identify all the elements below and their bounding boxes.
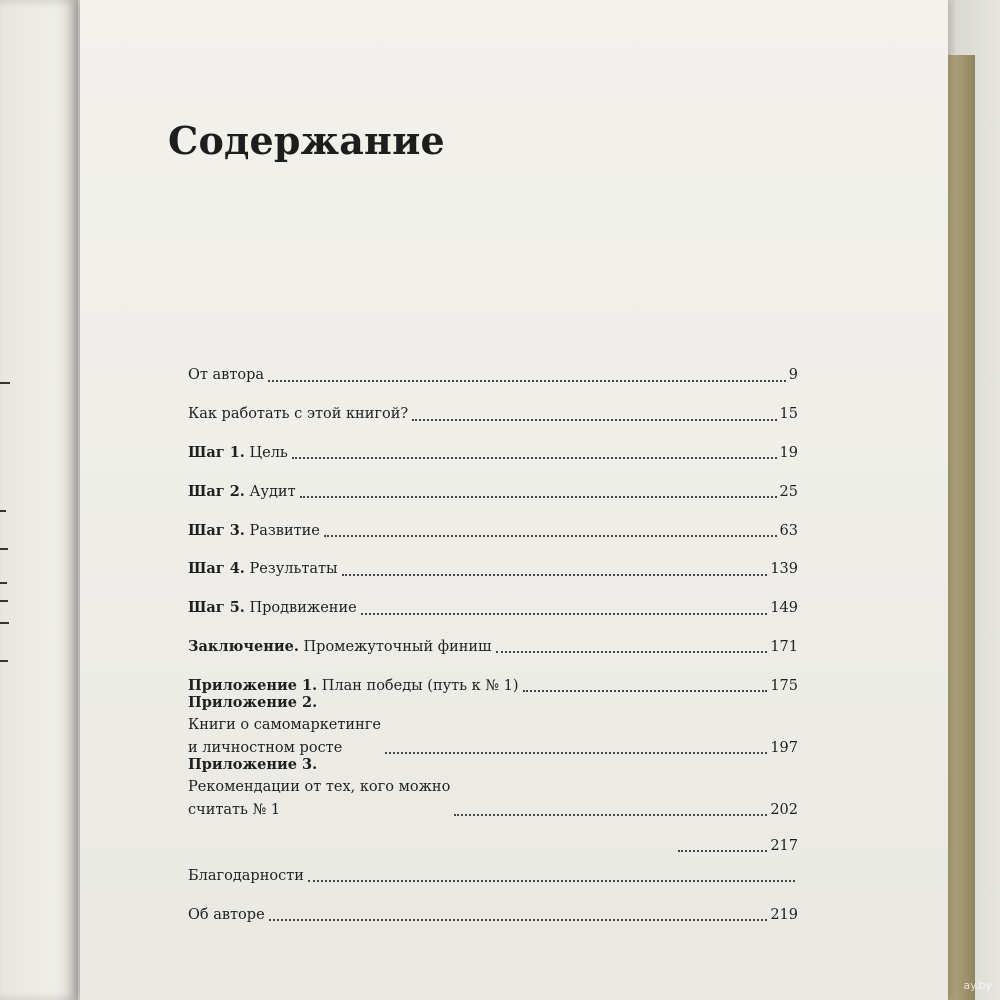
- toc-label-text: Промежуточный финиш: [303, 638, 492, 655]
- dot-leader: [292, 457, 777, 459]
- toc-entry-orphan: [188, 821, 798, 857]
- toc-entry-step4: [188, 542, 798, 581]
- toc-label-bold: Шаг 5.: [188, 599, 245, 617]
- toc-entry-conclusion: [188, 620, 798, 659]
- toc-label-text: План победы (путь к № 1): [321, 677, 519, 694]
- toc-label: [188, 692, 381, 759]
- toc-label-text: Результаты: [249, 561, 338, 578]
- toc-entry-step3: [188, 503, 798, 542]
- toc-page-number: 149: [770, 600, 798, 617]
- toc-label-line2: считать № 1: [188, 801, 281, 818]
- dot-leader: [308, 880, 795, 882]
- toc-entry-appendix2: [188, 693, 798, 759]
- watermark: ay.by: [963, 979, 992, 992]
- left-facing-page: [0, 0, 78, 1000]
- toc-label-text: Продвижение: [249, 600, 357, 617]
- toc-label-bold: Шаг 2.: [188, 482, 245, 500]
- dot-leader: [361, 613, 768, 615]
- toc-label-line2: и личностном росте: [188, 739, 343, 756]
- dot-leader: [412, 419, 776, 421]
- toc-entry-how-to: [188, 387, 798, 426]
- toc-entry-step2: [188, 464, 798, 503]
- toc-label-bold: Заключение.: [188, 637, 299, 655]
- toc-entry-appendix3: [188, 755, 798, 821]
- toc-label: [188, 754, 450, 821]
- toc-entry-step1: [188, 426, 798, 465]
- toc-label-text: Развитие: [249, 522, 320, 539]
- toc-label: [188, 442, 288, 464]
- toc-label-text: Цель: [249, 444, 288, 461]
- toc-label-bold: Приложение 2.: [188, 693, 318, 711]
- contents-page: [80, 0, 948, 1000]
- toc-label-bold: Шаг 4.: [188, 560, 245, 578]
- toc-page-number: 197: [770, 739, 798, 756]
- dot-leader: [523, 690, 768, 692]
- toc-page-number: 171: [770, 638, 798, 655]
- toc-label: Об авторе: [188, 906, 265, 923]
- toc-label: [188, 636, 492, 658]
- toc-entry-author-intro: [188, 348, 798, 387]
- dot-leader: [678, 850, 767, 852]
- dot-leader: [454, 814, 767, 816]
- page-title: Содержание: [168, 118, 445, 163]
- toc-label: [188, 520, 320, 542]
- toc-page-number: 219: [770, 906, 798, 923]
- toc-label: [188, 558, 338, 580]
- left-page-text-fragments: [0, 0, 78, 1000]
- toc-page-number: 19: [779, 444, 798, 461]
- dot-leader: [342, 574, 768, 576]
- toc-page-number: 15: [779, 406, 798, 423]
- toc-label: [188, 597, 357, 619]
- dot-leader: [268, 380, 786, 382]
- toc-page-number: 25: [779, 483, 798, 500]
- toc-label-bold: Приложение 1.: [188, 676, 318, 694]
- toc-page-number: 202: [770, 801, 798, 818]
- table-of-contents: [188, 348, 798, 926]
- toc-entry-thanks: [188, 857, 798, 887]
- dot-leader: [324, 535, 777, 537]
- toc-entry-about: [188, 887, 798, 926]
- toc-label-line1: Рекомендации от тех, кого можно: [188, 779, 451, 796]
- toc-label: Благодарности: [188, 867, 304, 884]
- toc-label-bold: Шаг 3.: [188, 521, 245, 539]
- dot-leader: [269, 919, 768, 921]
- toc-page-number: 63: [779, 522, 798, 539]
- toc-label-bold: Приложение 3.: [188, 755, 318, 773]
- toc-page-number: 9: [788, 367, 798, 384]
- toc-page-number: 139: [770, 561, 798, 578]
- toc-label-bold: Шаг 1.: [188, 443, 245, 461]
- toc-label: [188, 481, 296, 503]
- toc-page-number: 217: [770, 837, 798, 854]
- toc-label-line1: Книги о самомаркетинге: [188, 717, 381, 734]
- toc-label: От автора: [188, 367, 265, 384]
- dot-leader: [496, 651, 768, 653]
- dot-leader: [300, 496, 777, 498]
- toc-page-number: 175: [770, 677, 798, 694]
- toc-label-text: Аудит: [249, 483, 296, 500]
- toc-entry-step5: [188, 581, 798, 620]
- toc-label: Как работать с этой книгой?: [188, 406, 409, 423]
